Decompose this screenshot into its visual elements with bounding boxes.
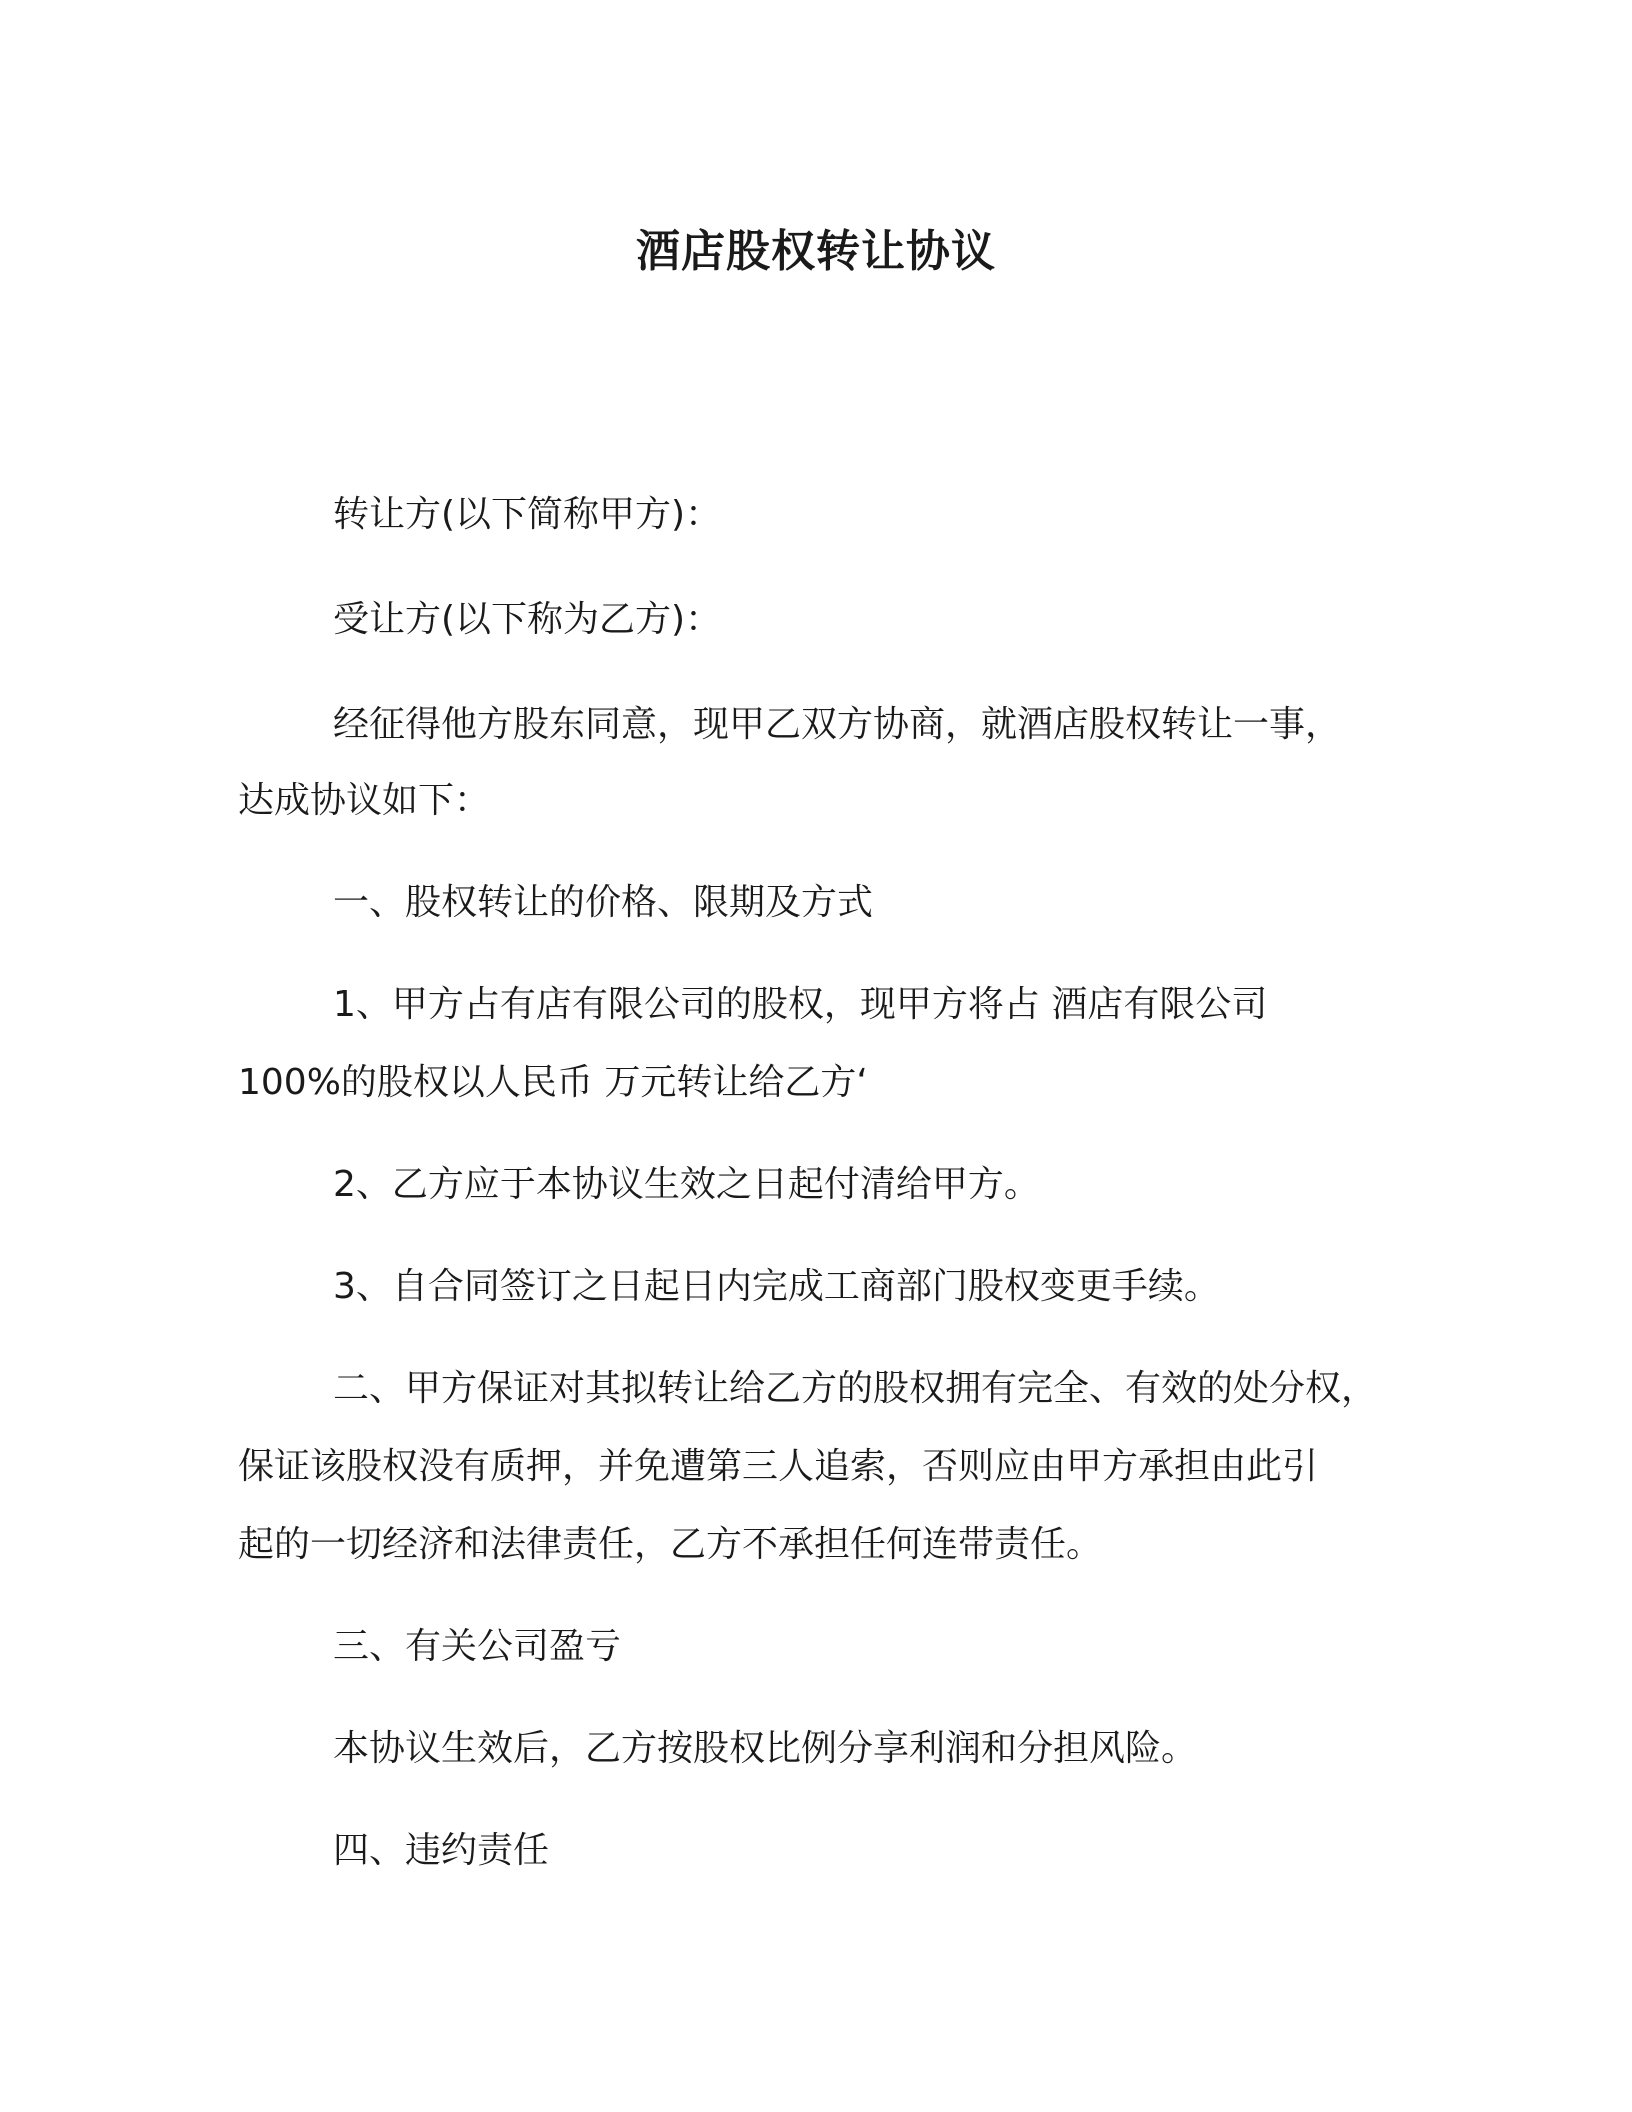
preamble-line-2: 达成协议如下： — [238, 780, 491, 821]
section-2-line-2: 保证该股权没有质押，并免遭第三人追索，否则应由甲方承担由此引 — [238, 1446, 1319, 1487]
section-2-line-1: 二、甲方保证对其拟转让给乙方的股权拥有完全、有效的处分权， — [333, 1368, 1378, 1409]
transferee-line: 受让方(以下称为乙方)： — [333, 599, 722, 640]
transferor-line: 转让方(以下简称甲方)： — [333, 494, 722, 535]
section-1-item-1-line-2: 100%的股权以人民币 万元转让给乙方‘ — [238, 1062, 868, 1103]
section-4-heading: 四、违约责任 — [333, 1830, 550, 1871]
document-title: 酒店股权转让协议 — [636, 226, 996, 277]
section-1-heading: 一、股权转让的价格、限期及方式 — [333, 882, 874, 923]
section-2-line-3: 起的一切经济和法律责任，乙方不承担任何连带责任。 — [238, 1524, 1103, 1565]
section-3-body: 本协议生效后，乙方按股权比例分享利润和分担风险。 — [333, 1728, 1198, 1769]
section-1-item-2: 2、乙方应于本协议生效之日起付清给甲方。 — [333, 1164, 1040, 1205]
section-3-heading: 三、有关公司盈亏 — [333, 1626, 622, 1667]
section-1-item-1-line-1: 1、甲方占有店有限公司的股权，现甲方将占 酒店有限公司 — [333, 984, 1268, 1025]
section-1-item-3: 3、自合同签订之日起日内完成工商部门股权变更手续。 — [333, 1266, 1220, 1307]
preamble-line-1: 经征得他方股东同意，现甲乙双方协商，就酒店股权转让一事， — [333, 704, 1342, 745]
